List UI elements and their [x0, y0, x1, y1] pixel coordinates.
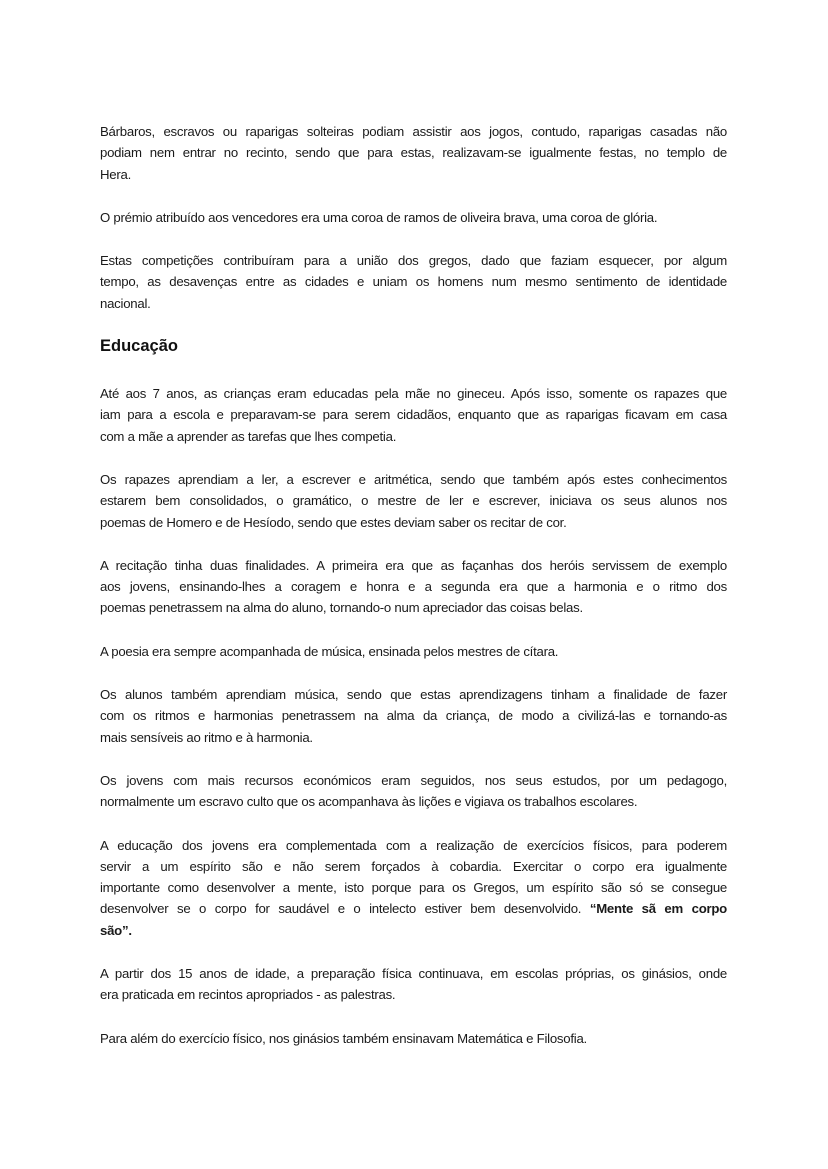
paragraph-matematica-filosofia [100, 1028, 727, 1049]
section-heading-educacao: Educação [100, 337, 178, 356]
text-line: com a mãe a aprender as tarefas que lhes competia. [100, 428, 397, 444]
bold-quote-end: são”. [100, 922, 132, 938]
text-line: Os rapazes aprendiam a ler, a escrever e aritmética, sendo que também após estes conhecimentos [100, 471, 727, 487]
text-line: era praticada em recintos apropriados - as palestras. [100, 987, 396, 1003]
text-line: importante como desenvolver a mente, isto porque para os Gregos, um espírito são só se consegue [100, 880, 727, 896]
text-line [100, 920, 727, 941]
paragraph-pedagogo [100, 770, 727, 813]
text-line: Estas competições contribuíram para a união dos gregos, dado que faziam esquecer, por algum [100, 253, 727, 269]
paragraph-rapazes-aprendiam [100, 469, 727, 533]
text-line: podiam nem entrar no recinto, sendo que para estas, realizavam-se igualmente festas, no templo de [100, 145, 727, 161]
paragraph-poesia [100, 641, 727, 662]
text-line: mais sensíveis ao ritmo e à harmonia. [100, 729, 313, 745]
text-line: Para além do exercício físico, nos ginásios também ensinavam Matemática e Filosofia. [100, 1030, 587, 1046]
text-line: poemas penetrassem na alma do aluno, tornando-o num apreciador das coisas belas. [100, 600, 583, 616]
text-line: O prémio atribuído aos vencedores era uma coroa de ramos de oliveira brava, uma coroa de glória. [100, 209, 658, 225]
document-page [100, 121, 727, 1071]
text-line: A partir dos 15 anos de idade, a preparação física continuava, em escolas próprias, os ginásios, onde [100, 966, 727, 982]
text-line: estarem bem consolidados, o gramático, o mestre de ler e escrever, iniciava os seus alunos nos [100, 493, 727, 509]
paragraph-competicoes [100, 250, 727, 314]
paragraph-recitacao [100, 555, 727, 619]
text-line: iam para a escola e preparavam-se para serem cidadãos, enquanto que as raparigas ficavam em casa [100, 407, 727, 423]
text-line: Bárbaros, escravos ou raparigas solteiras podiam assistir aos jogos, contudo, raparigas casadas não [100, 124, 727, 139]
text-line: Os jovens com mais recursos económicos eram seguidos, nos seus estudos, por um pedagogo, [100, 772, 727, 788]
text-line: A poesia era sempre acompanhada de música, ensinada pelos mestres de cítara. [100, 643, 559, 659]
text-run: desenvolver se o corpo for saudável e o intelecto estiver bem desenvolvido. [100, 901, 590, 917]
text-line: Até aos 7 anos, as crianças eram educadas pela mãe no gineceu. Após isso, somente os rapazes que [100, 386, 727, 402]
text-line: nacional. [100, 295, 151, 311]
text-line: A educação dos jovens era complementada com a realização de exercícios físicos, para poderem [100, 837, 727, 853]
paragraph-musica [100, 684, 727, 748]
text-line: Os alunos também aprendiam música, sendo que estas aprendizagens tinham a finalidade de fazer [100, 687, 727, 703]
text-line: A recitação tinha duas finalidades. A primeira era que as façanhas dos heróis servissem de exemplo [100, 557, 727, 573]
text-line: tempo, as desavenças entre as cidades e uniam os homens num mesmo sentimento de identidade [100, 274, 727, 290]
text-line: poemas de Homero e de Hesíodo, sendo que estes deviam saber os recitar de cor. [100, 514, 567, 530]
text-line: normalmente um escravo culto que os acompanhava às lições e vigiava os trabalhos escolares. [100, 794, 638, 810]
paragraph-ate-aos-7-anos [100, 383, 727, 447]
text-line [100, 898, 727, 919]
paragraph-premio [100, 207, 727, 228]
text-line: com os ritmos e harmonias penetrassem na alma da criança, de modo a civilizá-las e tornando-as [100, 708, 727, 724]
paragraph-exercicios-fisicos [100, 835, 727, 941]
text-line: Hera. [100, 166, 131, 182]
text-line: aos jovens, ensinando-lhes a coragem e honra e a segunda era que a harmonia e o ritmo dos [100, 579, 727, 595]
text-line: servir a um espírito são e não serem forçados à cobardia. Exercitar o corpo era igualmente [100, 858, 727, 874]
paragraph-15-anos [100, 963, 727, 1006]
paragraph-barbaros [100, 121, 727, 185]
bold-quote: “Mente sã em corpo [589, 901, 727, 917]
